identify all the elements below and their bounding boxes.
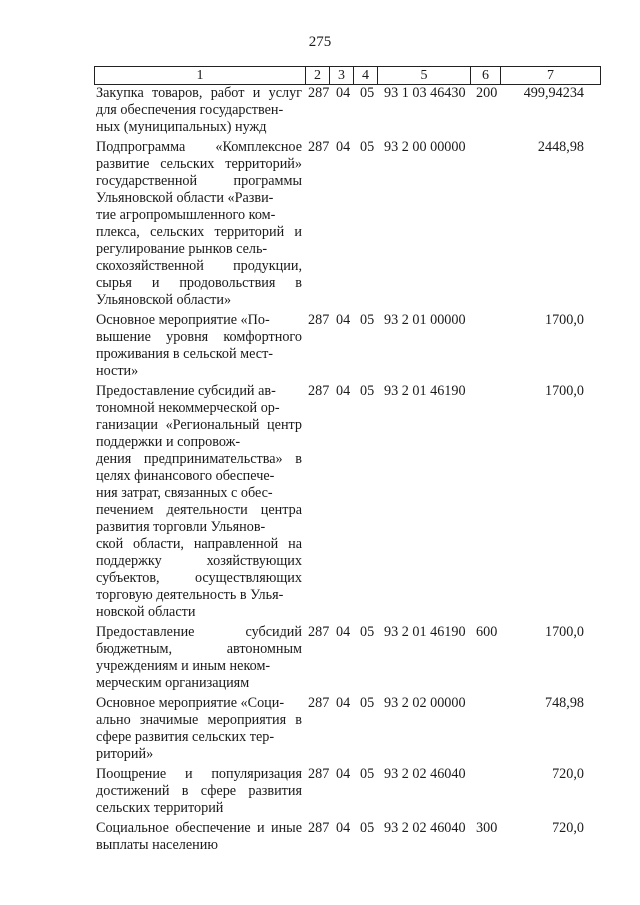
row-code-target: 93 2 01 46190 [384,383,466,399]
row-code-section: 04 [336,624,351,640]
row-code-target: 93 2 02 00000 [384,695,466,711]
row-code-ministry: 287 [308,312,330,328]
row-code-ministry: 287 [308,624,330,640]
row-code-ministry: 287 [308,85,330,101]
row-code-subsection: 05 [360,139,375,155]
row-name: Закупка товаров, работ и услуг для обеспечения государствен- ных (муниципальных) нужд [96,85,302,135]
row-code-ministry: 287 [308,695,330,711]
row-code-section: 04 [336,695,351,711]
row-code-subsection: 05 [360,766,375,782]
row-code-section: 04 [336,383,351,399]
header-col-2: 2 [306,67,330,85]
row-amount: 720,0 [552,766,584,782]
row-code-section: 04 [336,820,351,836]
row-code-subsection: 05 [360,695,375,711]
table-row [0,139,640,309]
table-row [0,383,640,621]
row-code-subsection: 05 [360,820,375,836]
row-name: Предоставление субсидий бюджетным, автономным учреждениям и иным неком- мерческим организациям [96,624,302,691]
row-code-target: 93 2 01 46190 [384,624,466,640]
row-name: Основное мероприятие «Соци- ально значимые мероприятия в сфере развития сельских тер- риторий» [96,695,302,762]
row-code-subsection: 05 [360,383,375,399]
row-amount: 748,98 [544,695,584,711]
row-code-subsection: 05 [360,85,375,101]
row-name: Основное мероприятие «По- вышение уровня комфортного проживания в сельской мест- ности» [96,312,302,379]
row-code-target: 93 2 02 46040 [384,820,466,836]
row-code-ministry: 287 [308,139,330,155]
row-name: Предоставление субсидий ав- тономной некоммерческой ор- ганизации «Региональный центр поддержки и сопровож- дения предпринимательства» в целях финансового обеспече- ния затрат, связанных с обес- печением деятельности центра развития торговли Ульянов- ской области, направленной на поддержку хозяйствующих субъектов, осуществляющих торговую деятельность в Улья- новской области [96,383,302,620]
table-row [0,766,640,817]
budget-rows [0,85,640,857]
table-row [0,820,640,854]
table-row [0,624,640,692]
row-code-section: 04 [336,139,351,155]
table-row [0,695,640,763]
row-code-ministry: 287 [308,383,330,399]
row-code-target: 93 2 00 00000 [384,139,466,155]
row-code-expense-type: 300 [476,820,498,836]
header-col-5: 5 [378,67,471,85]
row-name: Поощрение и популяризация достижений в сфере развития сельских территорий [96,766,302,816]
row-code-expense-type: 600 [476,624,498,640]
row-amount: 720,0 [552,820,584,836]
row-code-section: 04 [336,766,351,782]
column-header-table [94,66,601,85]
row-name: Социальное обеспечение и иные выплаты населению [96,820,302,853]
header-col-7: 7 [501,67,601,85]
row-code-section: 04 [336,85,351,101]
page-number: 275 [308,34,332,50]
row-code-expense-type: 200 [476,85,498,101]
row-code-ministry: 287 [308,766,330,782]
header-col-6: 6 [471,67,501,85]
table-row [0,312,640,380]
row-amount: 499,94234 [523,85,584,101]
row-code-target: 93 1 03 46430 [384,85,466,101]
row-amount: 1700,0 [544,383,584,399]
row-code-target: 93 2 01 00000 [384,312,466,328]
row-code-subsection: 05 [360,312,375,328]
row-name: Подпрограмма «Комплексное развитие сельских территорий» государственной программы Ульяновской области «Разви- тие агропромышленного ком- плекса, сельских территорий и регулирование рынков сель- скохозяйственной продукции, сырья и продовольствия в Ульяновской области» [96,139,302,308]
table-row [0,85,640,136]
header-row [95,67,601,85]
row-code-subsection: 05 [360,624,375,640]
row-amount: 1700,0 [544,624,584,640]
row-code-ministry: 287 [308,820,330,836]
header-col-1: 1 [95,67,306,85]
row-code-target: 93 2 02 46040 [384,766,466,782]
row-amount: 2448,98 [537,139,584,155]
row-code-section: 04 [336,312,351,328]
row-amount: 1700,0 [544,312,584,328]
header-col-4: 4 [354,67,378,85]
header-col-3: 3 [330,67,354,85]
